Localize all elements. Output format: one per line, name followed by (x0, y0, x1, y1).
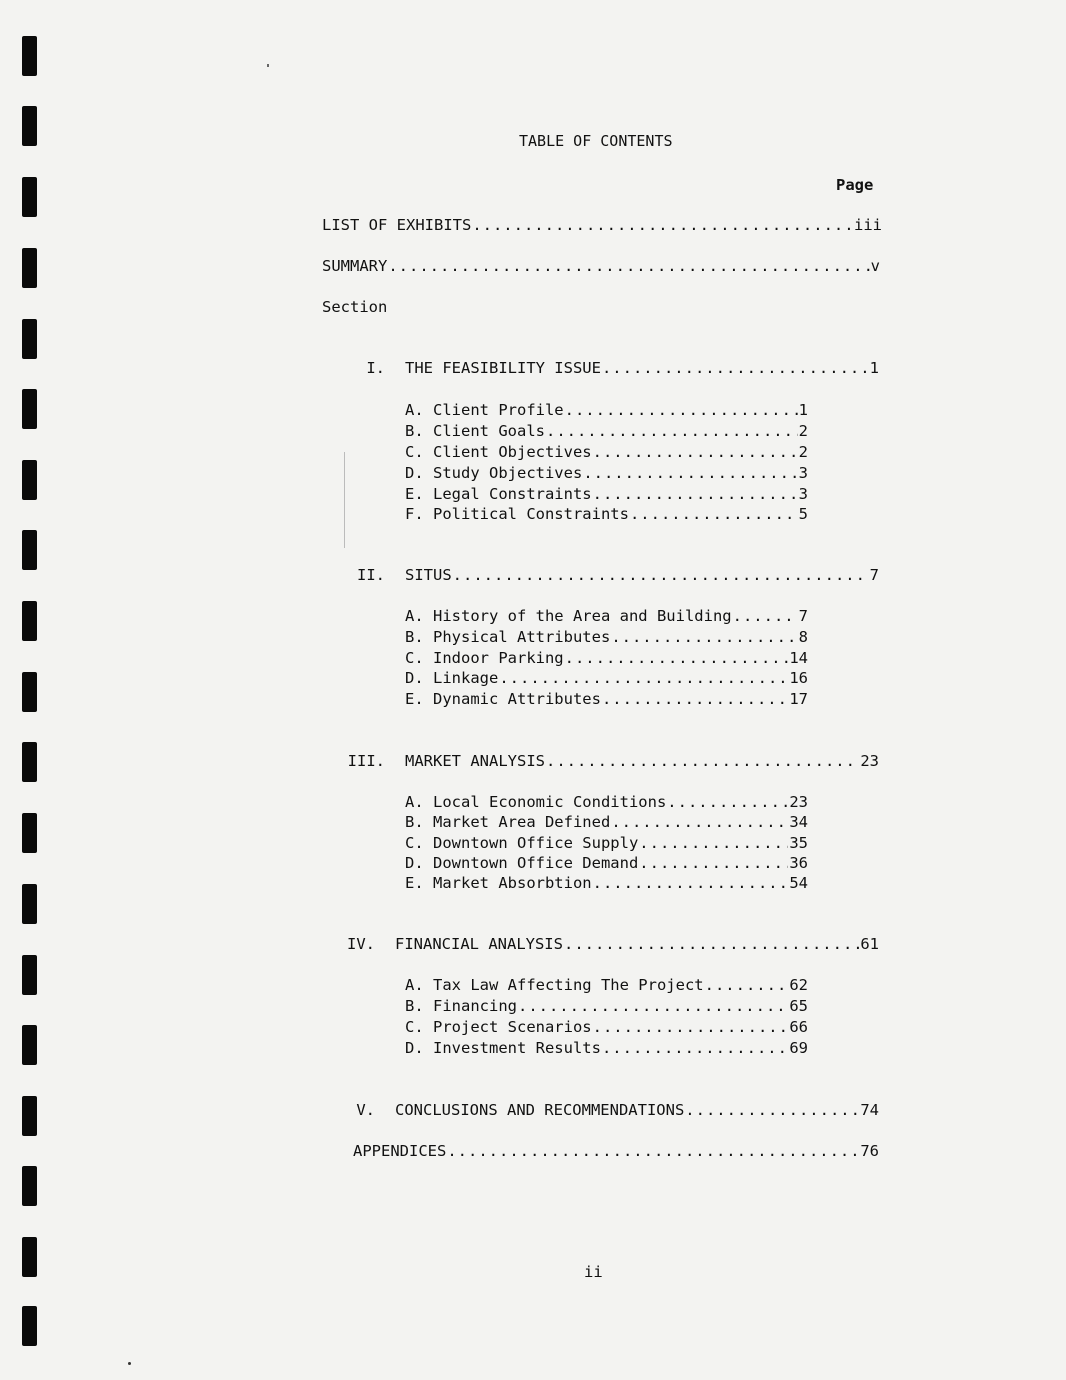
section-heading (405, 565, 879, 585)
subentry-label: E. Market Absorbtion (405, 874, 592, 892)
subentry-page: 14 (789, 649, 808, 667)
toc-subentry (405, 1038, 808, 1058)
subentry-page: 2 (798, 443, 808, 461)
subentry-label: E. Dynamic Attributes (405, 690, 601, 708)
section-numeral: I. (366, 359, 385, 377)
scan-mark (344, 452, 345, 548)
section-title: CONCLUSIONS AND RECOMMENDATIONS (395, 1101, 685, 1119)
binding-hole (22, 742, 37, 782)
leader-dots (388, 256, 869, 276)
page-column-header: Page (836, 176, 874, 194)
subentry-label: A. History of the Area and Building (405, 607, 732, 625)
toc-subentry (405, 421, 808, 441)
toc-subentry (405, 853, 808, 873)
toc-subentry (405, 975, 808, 995)
subentry-label: C. Indoor Parking (405, 649, 564, 667)
leader-dots (565, 400, 798, 420)
subentry-page: 23 (789, 793, 808, 811)
section-heading (395, 934, 879, 954)
leader-dots (611, 627, 797, 647)
section-numeral: IV. (347, 935, 375, 953)
subentry-page: 16 (789, 669, 808, 687)
subentry-label: A. Local Economic Conditions (405, 793, 667, 811)
section-label: Section (322, 298, 388, 316)
leader-dots (453, 565, 869, 585)
section-page: 74 (860, 1101, 879, 1119)
toc-entry-list-of-exhibits (322, 215, 882, 235)
leader-dots (565, 648, 789, 668)
section-page: 7 (869, 566, 879, 584)
toc-subentry (405, 812, 808, 832)
leader-dots (564, 934, 859, 954)
subentry-label: D. Downtown Office Demand (405, 854, 639, 872)
leader-dots (583, 463, 797, 483)
toc-entry-page: iii (854, 216, 882, 234)
subentry-label: C. Client Objectives (405, 443, 592, 461)
binding-hole (22, 106, 37, 146)
section-heading (405, 751, 879, 771)
leader-dots (593, 442, 798, 462)
subentry-label: E. Legal Constraints (405, 485, 592, 503)
leader-dots (611, 812, 788, 832)
toc-subentry (405, 1017, 808, 1037)
toc-entry-page: 76 (860, 1142, 879, 1160)
binding-hole (22, 1096, 37, 1136)
subentry-page: 17 (789, 690, 808, 708)
binding-hole (22, 884, 37, 924)
leader-dots (667, 792, 788, 812)
leader-dots (546, 421, 798, 441)
binding-hole (22, 248, 37, 288)
subentry-label: D. Linkage (405, 669, 499, 687)
binding-hole (22, 177, 37, 217)
toc-subentry (405, 400, 808, 420)
leader-dots (447, 1141, 859, 1161)
toc-entry-page: v (870, 257, 880, 275)
footer-page-number: ii (584, 1263, 603, 1281)
subentry-label: A. Tax Law Affecting The Project (405, 976, 704, 994)
section-numeral: III. (347, 752, 385, 770)
leader-dots (639, 833, 788, 853)
leader-dots (639, 853, 788, 873)
binding-hole (22, 389, 37, 429)
binding-hole (22, 1306, 37, 1346)
section-page: 1 (869, 359, 879, 377)
leader-dots (472, 215, 853, 235)
toc-subentry (405, 442, 808, 462)
binding-hole (22, 672, 37, 712)
leader-dots (593, 1017, 789, 1037)
toc-entry-label: LIST OF EXHIBITS (322, 216, 472, 234)
subentry-label: F. Political Constraints (405, 505, 629, 523)
leader-dots (705, 975, 789, 995)
subentry-page: 1 (798, 401, 808, 419)
toc-subentry (405, 484, 808, 504)
toc-subentry (405, 606, 808, 626)
toc-entry-label: APPENDICES (353, 1142, 447, 1160)
leader-dots (518, 996, 788, 1016)
subentry-page: 7 (798, 607, 808, 625)
subentry-label: A. Client Profile (405, 401, 564, 419)
toc-subentry (405, 627, 808, 647)
binding-hole (22, 36, 37, 76)
toc-subentry (405, 873, 808, 893)
leader-dots (685, 1100, 859, 1120)
leader-dots (593, 873, 789, 893)
toc-subentry (405, 668, 808, 688)
page-title: TABLE OF CONTENTS (519, 132, 673, 150)
toc-subentry (405, 792, 808, 812)
leader-dots (630, 504, 798, 524)
subentry-page: 36 (789, 854, 808, 872)
subentry-page: 3 (798, 464, 808, 482)
leader-dots (499, 668, 788, 688)
subentry-page: 8 (798, 628, 808, 646)
section-heading (395, 1100, 879, 1120)
section-numeral: V. (356, 1101, 375, 1119)
subentry-page: 3 (798, 485, 808, 503)
binding-hole (22, 1166, 37, 1206)
subentry-label: B. Physical Attributes (405, 628, 611, 646)
toc-subentry (405, 504, 808, 524)
toc-subentry (405, 996, 808, 1016)
section-title: THE FEASIBILITY ISSUE (405, 359, 601, 377)
subentry-page: 69 (789, 1039, 808, 1057)
leader-dots (733, 606, 798, 626)
subentry-label: D. Investment Results (405, 1039, 601, 1057)
leader-dots (593, 484, 798, 504)
section-page: 61 (860, 935, 879, 953)
leader-dots (602, 1038, 788, 1058)
subentry-label: C. Project Scenarios (405, 1018, 592, 1036)
toc-subentry (405, 463, 808, 483)
subentry-page: 62 (789, 976, 808, 994)
section-page: 23 (860, 752, 879, 770)
toc-entry-summary (322, 256, 880, 276)
subentry-label: B. Financing (405, 997, 517, 1015)
toc-entry-appendices (353, 1141, 879, 1161)
binding-hole (22, 1025, 37, 1065)
subentry-page: 34 (789, 813, 808, 831)
scan-speck (267, 64, 269, 67)
section-title: FINANCIAL ANALYSIS (395, 935, 563, 953)
binding-hole (22, 460, 37, 500)
binding-hole (22, 601, 37, 641)
binding-hole (22, 530, 37, 570)
toc-entry-label: SUMMARY (322, 257, 388, 275)
subentry-page: 2 (798, 422, 808, 440)
toc-subentry (405, 689, 808, 709)
binding-hole (22, 955, 37, 995)
subentry-page: 65 (789, 997, 808, 1015)
subentry-page: 35 (789, 834, 808, 852)
section-heading (405, 358, 879, 378)
toc-subentry (405, 648, 808, 668)
toc-subentry (405, 833, 808, 853)
subentry-label: B. Client Goals (405, 422, 545, 440)
binding-hole (22, 319, 37, 359)
subentry-page: 66 (789, 1018, 808, 1036)
section-title: MARKET ANALYSIS (405, 752, 545, 770)
subentry-label: B. Market Area Defined (405, 813, 611, 831)
binding-hole (22, 813, 37, 853)
subentry-page: 5 (798, 505, 808, 523)
subentry-label: D. Study Objectives (405, 464, 583, 482)
subentry-label: C. Downtown Office Supply (405, 834, 639, 852)
subentry-page: 54 (789, 874, 808, 892)
scan-speck (128, 1362, 131, 1365)
section-numeral: II. (357, 566, 385, 584)
leader-dots (602, 358, 869, 378)
binding-hole (22, 1237, 37, 1277)
leader-dots (546, 751, 859, 771)
section-title: SITUS (405, 566, 452, 584)
leader-dots (602, 689, 788, 709)
